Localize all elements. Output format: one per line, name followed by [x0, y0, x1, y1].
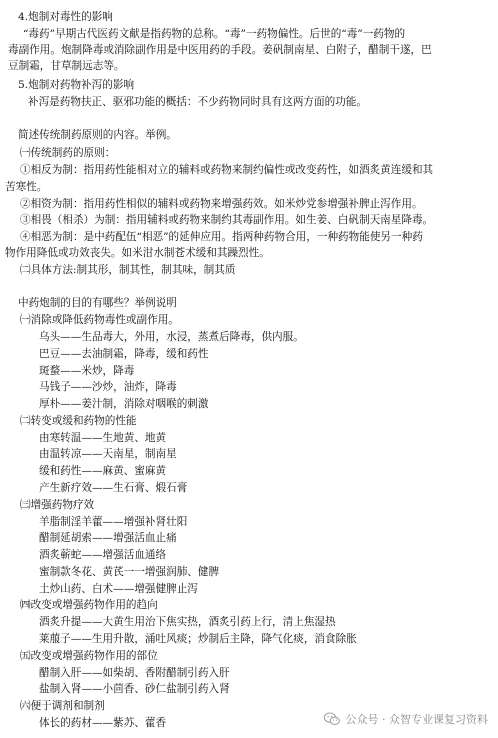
text-line: 补泻是药物扶正、驱邪功能的概括：不少药物同时具有这两方面的功能。 — [28, 96, 367, 108]
text-line: 物作用降低或功效丧失。如米泔水制苍术缓和其躁烈性。 — [5, 247, 270, 259]
text-line: 由温转凉——天南星，制南星 — [39, 448, 177, 460]
text-line: “毒药”早期古代医药文献是指药物的总称。“毒”一药物偏性。后世的“毒”一药物的 — [23, 28, 406, 40]
text-line: 4.炮制对毒性的影响 — [18, 11, 113, 23]
text-line: ㈤改变或增强药物作用的部位 — [20, 650, 158, 662]
text-line: 莱菔子——生用升散，涌吐风痰；炒制后主降，降气化痰，消食除胀 — [39, 633, 357, 645]
text-line: ㈣改变或增强药物作用的趋向 — [20, 599, 158, 611]
watermark — [323, 710, 489, 728]
text-line: 豆制霜，甘草制远志等。 — [8, 60, 125, 72]
text-line: 由寒转温——生地黄、地黄 — [39, 432, 167, 444]
text-line: 羊脂制淫羊藿——增强补肾壮阳 — [39, 516, 188, 528]
text-line: 斑蝥——米炒，降毒 — [39, 365, 135, 377]
text-line: 醋制入肝——如柴胡、香附醋制引药入肝 — [39, 667, 230, 679]
text-line: 蜜制款冬花、黄芪一一增强润肺、健脾 — [39, 566, 220, 578]
text-line: ②相资为制：指用药性相似的辅料或药物来增强药效。如米炒党参增强补脾止泻作用。 — [20, 198, 423, 210]
wechat-icon — [323, 712, 341, 726]
text-line: 体长的药材——紫苏、藿香 — [39, 717, 167, 729]
text-line: ㈢增强药物疗效 — [20, 499, 95, 511]
watermark-text: 公众号 · 众智专业课复习资料 — [345, 713, 488, 726]
text-line: 缓和药性——麻黄、蜜麻黄 — [39, 465, 167, 477]
text-line: 酒炙蕲蛇——增强活血通络 — [39, 549, 167, 561]
text-line: 毒副作用。炮制降毒或消除副作用是中医用药的手段。姜矾制南星、白附子，醋制干遂，巴 — [8, 44, 432, 56]
text-line: 醋制延胡索——增强活血止痛 — [39, 532, 177, 544]
text-line: 苦寒性。 — [5, 181, 48, 193]
text-line: 土炒山药、白术——增强健脾止泻 — [39, 583, 198, 595]
text-line: ㈡具体方法:制其形，制其性，制其味，制其质 — [20, 264, 236, 276]
text-line: ㈠传统制药的原则： — [20, 147, 116, 159]
text-line: 厚朴——姜汁制，消除对咽喉的刺激 — [39, 398, 209, 410]
text-line: 中药炮制的目的有哪些？举例说明 — [18, 297, 177, 309]
text-line: 盐制入肾——小茴香、砂仁盐制引药入肾 — [39, 683, 230, 695]
text-line: 酒炙升提——大黄生用治下焦实热，酒炙引药上行，清上焦湿热 — [39, 616, 336, 628]
text-line: ③相畏（相杀）为制：指用辅料或药物来制约其毒副作用。如生姜、白矾制天南星降毒。 — [20, 214, 434, 226]
text-line: 简述传统制药原则的内容。举例。 — [18, 129, 177, 141]
text-line: 产生新疗效——生石膏、煅石膏 — [39, 482, 188, 494]
text-line: 乌头——生品毒大，外用，水浸，蒸煮后降毒，供内服。 — [39, 331, 304, 343]
text-line: ①相反为制：指用药性能相对立的辅料或药物来制约偏性或改变药性，如酒炙黄连缓和其 — [20, 164, 434, 176]
text-line: ㈡转变或缓和药物的性能 — [20, 415, 137, 427]
text-line: ㈥便于调剂和制剂 — [20, 700, 105, 712]
text-line: ④相恶为制：是中药配伍“相恶”的延伸应用。指两种药物合用，一种药物能使另一种药 — [20, 231, 423, 243]
text-line: 巴豆——去油制霜，降毒，缓和药性 — [39, 348, 209, 360]
text-line: 马钱子——沙炒，油炸，降毒 — [39, 381, 177, 393]
text-line: ㈠消除或降低药物毒性或副作用。 — [20, 314, 179, 326]
text-line: 5.炮制对药物补泻的影响 — [18, 79, 135, 91]
